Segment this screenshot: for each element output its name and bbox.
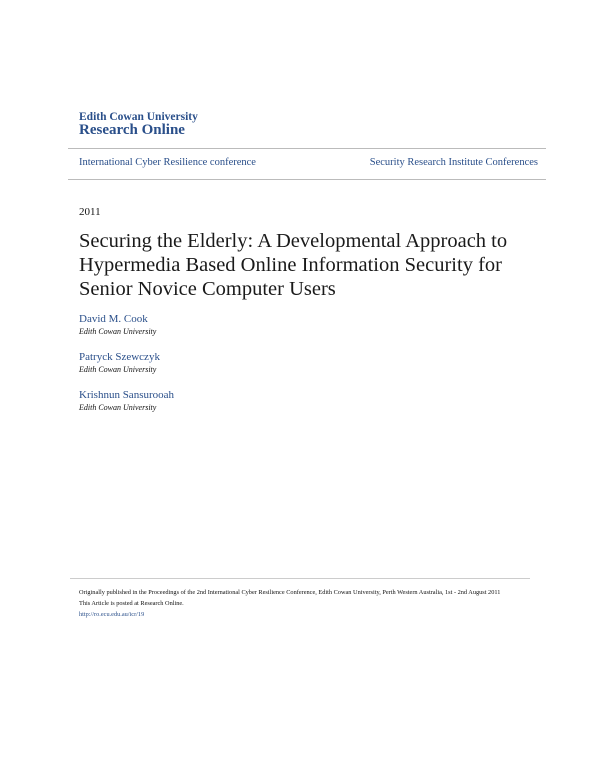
nav-link-conference[interactable]: International Cyber Resilience conference: [79, 157, 256, 168]
nav-link-institute[interactable]: Security Research Institute Conferences: [369, 157, 538, 168]
author-name[interactable]: David M. Cook: [79, 313, 148, 325]
posted-note: This Article is posted at Research Online.: [79, 600, 184, 607]
footer-divider: [70, 578, 530, 579]
author-affiliation: Edith Cowan University: [79, 403, 157, 412]
publication-note: Originally published in the Proceedings of the 2nd International Cyber Resilience Conference, Edith Cowan University, Perth Western Australia, 1st - 2nd August 2011: [79, 589, 501, 596]
article-url-link[interactable]: http://ro.ecu.edu.au/icr/19: [79, 611, 145, 618]
publication-year: 2011: [79, 206, 101, 218]
author-entry: [79, 351, 160, 375]
author-entry: [79, 389, 174, 413]
author-name[interactable]: Patryck Szewczyk: [79, 351, 160, 363]
paper-title: Securing the Elderly: A Developmental Approach to Hypermedia Based Online Information Security for Senior Novice Computer Users: [79, 230, 508, 300]
institution-name[interactable]: Edith Cowan University: [79, 111, 198, 123]
repository-name[interactable]: Research Online: [79, 122, 185, 138]
author-affiliation: Edith Cowan University: [79, 327, 157, 336]
header-divider-top: [68, 148, 546, 149]
citation-footer: [79, 587, 524, 620]
author-affiliation: Edith Cowan University: [79, 365, 157, 374]
author-name[interactable]: Krishnun Sansurooah: [79, 389, 175, 401]
header-divider-bottom: [68, 179, 546, 180]
author-entry: [79, 313, 156, 337]
